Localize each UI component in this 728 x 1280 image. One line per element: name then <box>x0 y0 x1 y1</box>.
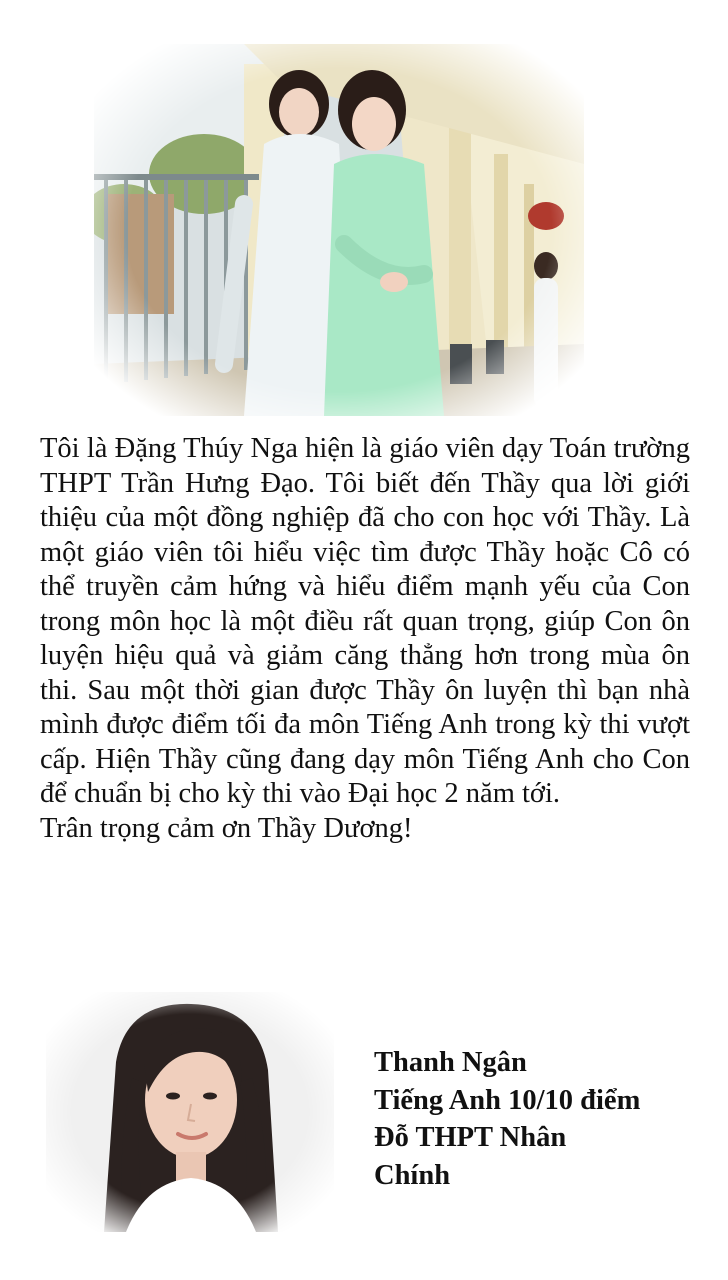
student-score: Tiếng Anh 10/10 điểm <box>374 1084 641 1116</box>
student-portrait <box>46 992 334 1232</box>
student-result-line-2: Chính <box>374 1159 451 1191</box>
student-name: Thanh Ngân <box>374 1047 527 1078</box>
photo-two-women-ao-dai-corridor <box>94 44 584 416</box>
testimonial-text <box>40 432 690 846</box>
top-photo <box>94 44 584 416</box>
student-caption <box>374 1044 704 1194</box>
photo-student-portrait <box>46 992 334 1232</box>
student-result-line-1: Đỗ THPT Nhân <box>374 1122 567 1153</box>
testimonial-body: Tôi là Đặng Thúy Nga hiện là giáo viên dạy Toán trường THPT Trần Hưng Đạo. Tôi biết đến Thầy qua lời giới thiệu của một đồng nghiệp đã cho con học với Thầy. Là một giáo viên tôi hiểu việc tìm được Thầy hoặc Cô có thể truyền cảm hứng và hiểu điểm mạnh yếu của Con trong môn học là một điều rất quan trọng, giúp Con ôn luyện hiệu quả và giảm căng thẳng hơn trong mùa ôn thi. Sau một thời gian được Thầy ôn luyện thì bạn nhà mình được điểm tối đa môn Tiếng Anh trong kỳ thi vượt cấp. Hiện Thầy cũng đang dạy môn Tiếng Anh cho Con để chuẩn bị cho kỳ thi vào Đại học 2 năm tới. <box>40 433 690 809</box>
testimonial-closing: Trân trọng cảm ơn Thầy Dương! <box>40 812 413 844</box>
